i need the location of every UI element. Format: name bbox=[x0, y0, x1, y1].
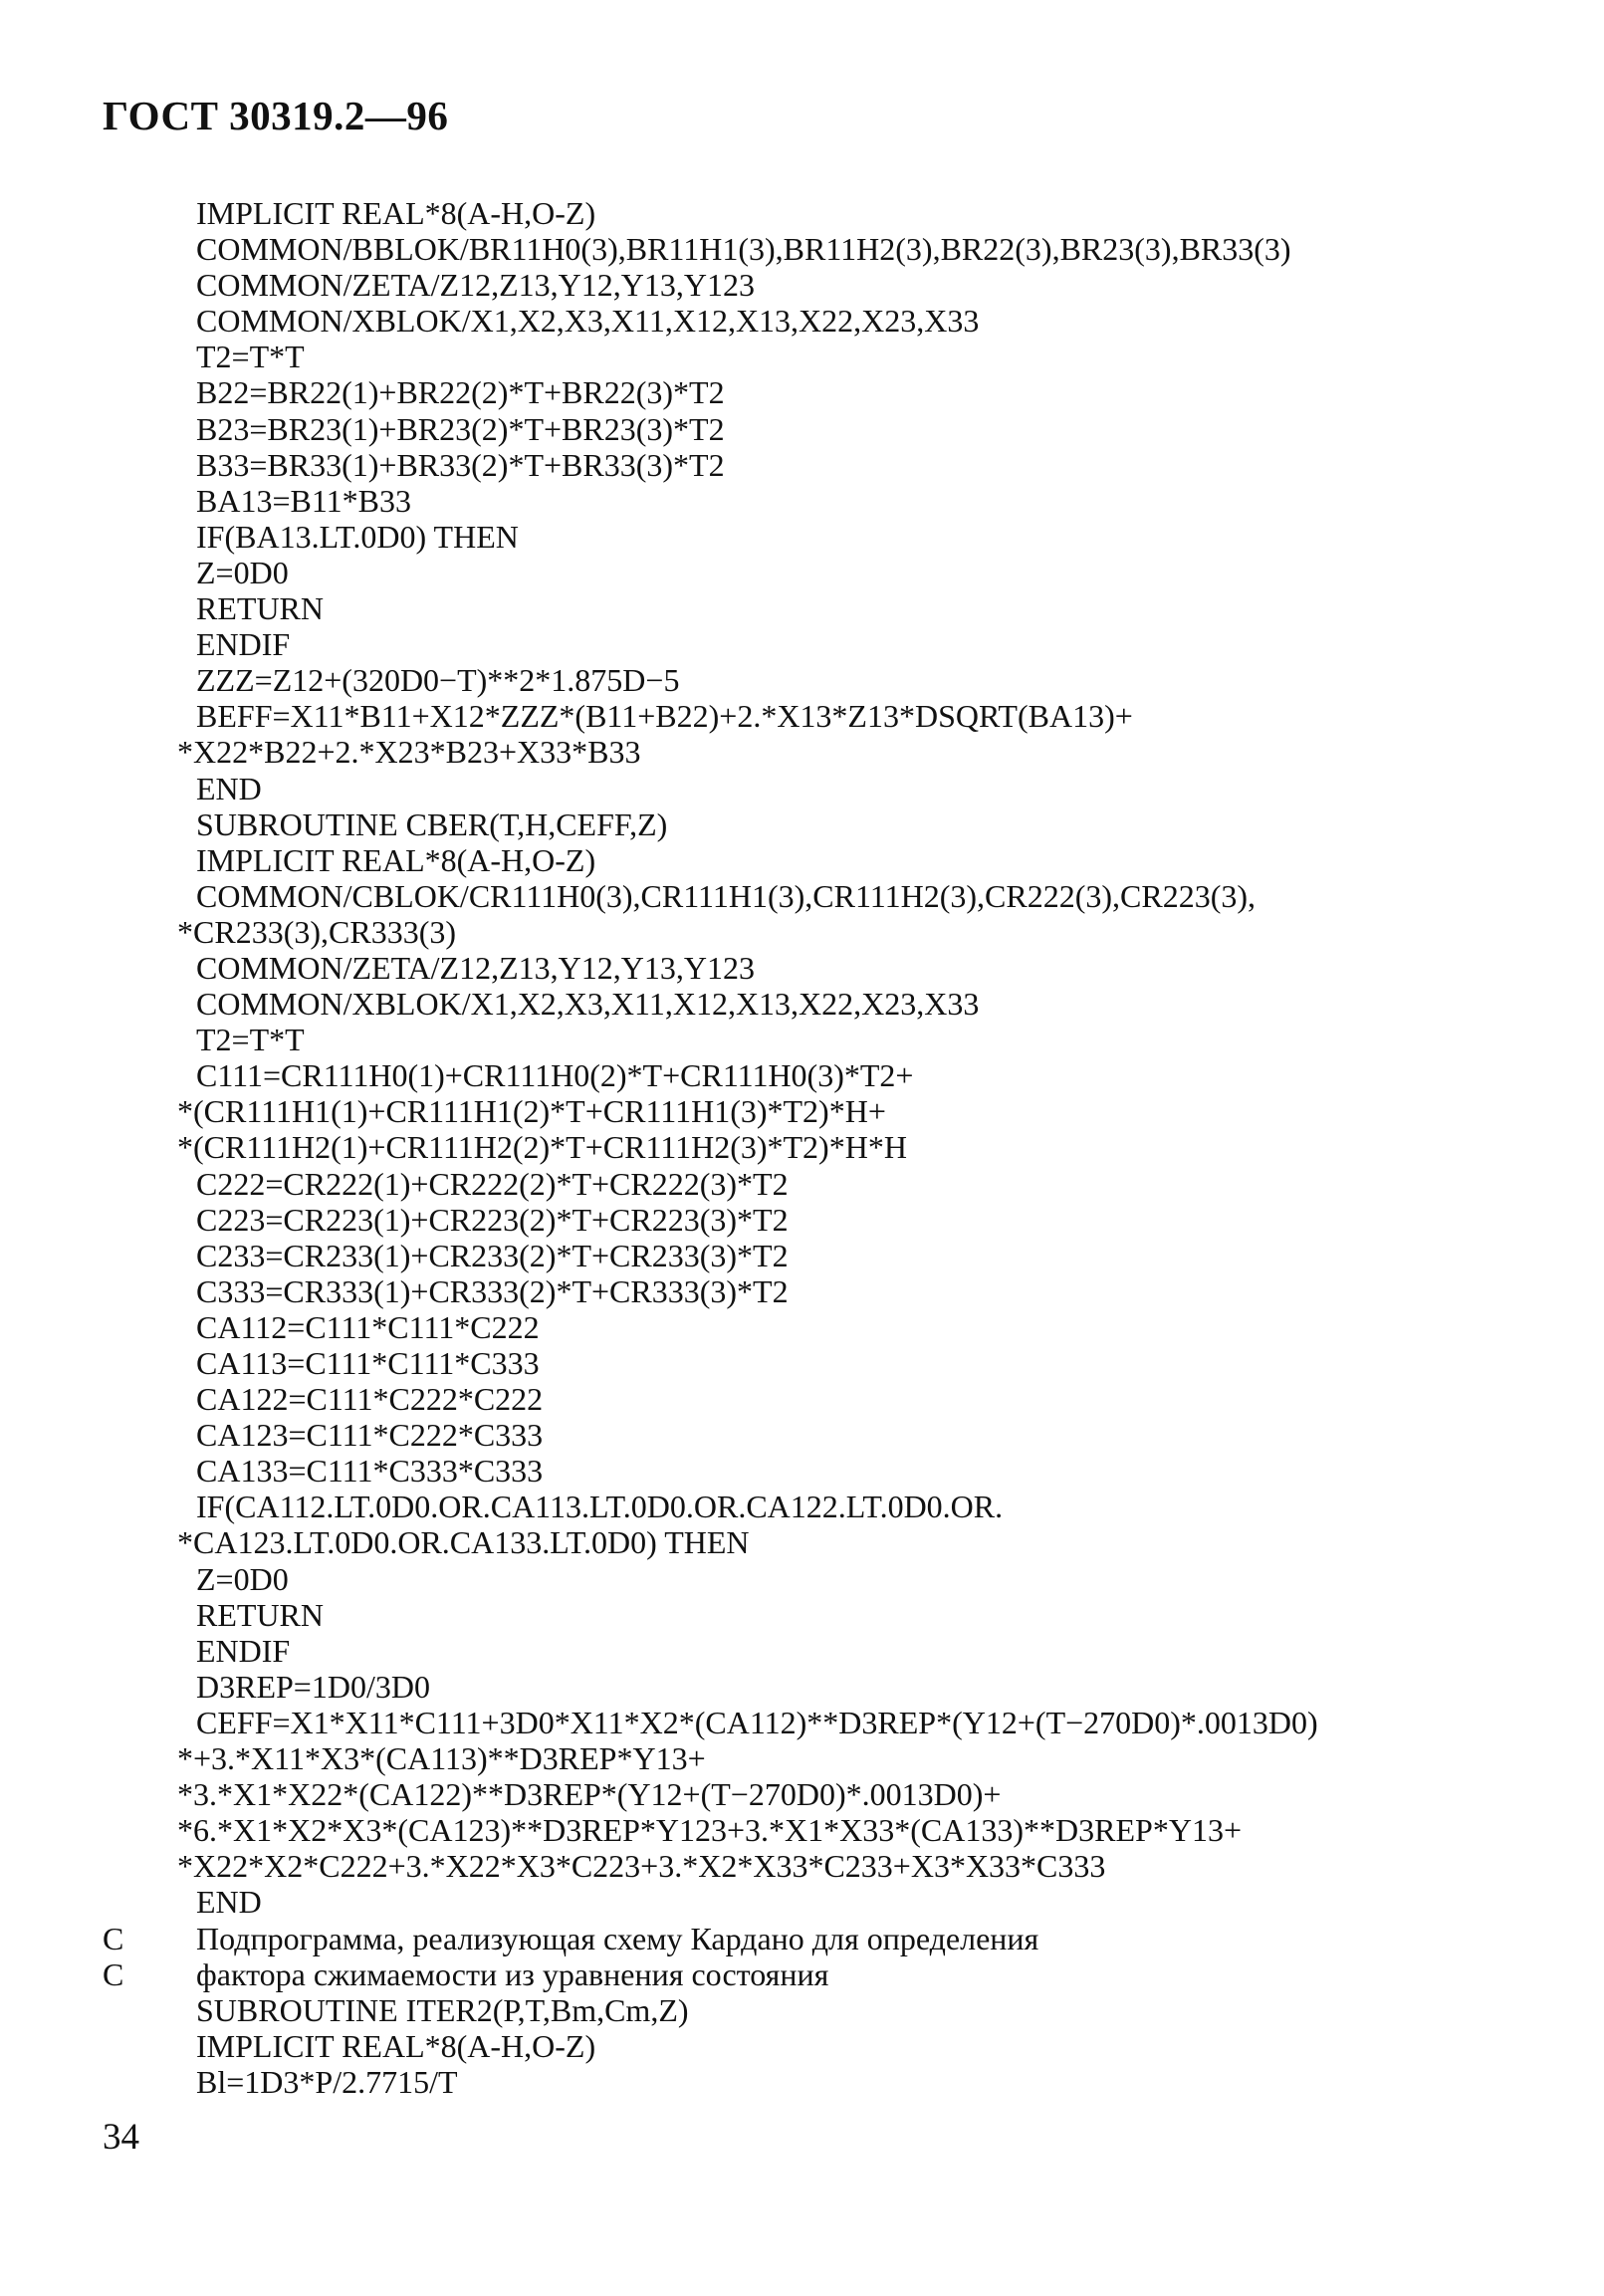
code-line bbox=[0, 1381, 1604, 1417]
code-line bbox=[0, 374, 1604, 410]
continuation-line bbox=[0, 1129, 1604, 1165]
line-text: *(CR111H1(1)+CR111H1(2)*T+CR111H1(3)*T2)*H+ bbox=[177, 1093, 886, 1130]
line-text: C223=CR223(1)+CR223(2)*T+CR223(3)*T2 bbox=[196, 1201, 789, 1238]
code-line bbox=[0, 662, 1604, 698]
line-text: CA113=C111*C111*C333 bbox=[196, 1345, 540, 1381]
code-line bbox=[0, 1273, 1604, 1309]
line-text: фактора сжимаемости из уравнения состояния bbox=[196, 1955, 829, 1992]
line-text: C111=CR111H0(1)+CR111H0(2)*T+CR111H0(3)*T2+ bbox=[196, 1057, 914, 1094]
code-line bbox=[0, 555, 1604, 590]
code-line bbox=[0, 1345, 1604, 1381]
code-line bbox=[0, 806, 1604, 842]
line-text: COMMON/ZETA/Z12,Z13,Y12,Y13,Y123 bbox=[196, 267, 755, 304]
line-text: C333=CR333(1)+CR333(2)*T+CR333(3)*T2 bbox=[196, 1272, 789, 1309]
code-line bbox=[0, 447, 1604, 483]
line-text: BA13=B11*B33 bbox=[196, 482, 411, 519]
line-text: C222=CR222(1)+CR222(2)*T+CR222(3)*T2 bbox=[196, 1165, 789, 1202]
line-text: END bbox=[196, 1884, 262, 1921]
line-text: *CA123.LT.0D0.OR.CA133.LT.0D0) THEN bbox=[177, 1524, 750, 1561]
line-text: *+3.*X11*X3*(CA113)**D3REP*Y13+ bbox=[177, 1740, 706, 1777]
line-text: CA123=C111*C222*C333 bbox=[196, 1417, 544, 1454]
line-text: SUBROUTINE ITER2(P,T,Bm,Cm,Z) bbox=[196, 1991, 689, 2028]
document-header bbox=[103, 93, 449, 138]
line-text: ENDIF bbox=[196, 626, 291, 663]
program-listing bbox=[0, 195, 1604, 2100]
code-line bbox=[0, 1597, 1604, 1633]
code-line bbox=[0, 1884, 1604, 1920]
code-line bbox=[0, 231, 1604, 267]
line-text: CEFF=X1*X11*C111+3D0*X11*X2*(CA112)**D3REP*(Y12+(T−270D0)*.0013D0) bbox=[196, 1704, 1318, 1740]
line-text: END bbox=[196, 770, 262, 806]
line-text: RETURN bbox=[196, 590, 324, 627]
line-text: CA122=C111*C222*C222 bbox=[196, 1381, 544, 1418]
code-line bbox=[0, 986, 1604, 1022]
line-text: CA112=C111*C111*C222 bbox=[196, 1308, 540, 1345]
line-text: B33=BR33(1)+BR33(2)*T+BR33(3)*T2 bbox=[196, 446, 725, 483]
line-text: SUBROUTINE CBER(T,H,CEFF,Z) bbox=[196, 805, 668, 842]
line-text: IF(CA112.LT.0D0.OR.CA113.LT.0D0.OR.CA122.LT.0D0.OR. bbox=[196, 1489, 1004, 1525]
comment-line bbox=[0, 1921, 1604, 1956]
code-line bbox=[0, 1453, 1604, 1489]
code-line bbox=[0, 267, 1604, 303]
line-text: B22=BR22(1)+BR22(2)*T+BR22(3)*T2 bbox=[196, 374, 725, 411]
line-text: Подпрограмма, реализующая схему Кардано для определения bbox=[196, 1920, 1039, 1956]
line-text: *(CR111H2(1)+CR111H2(2)*T+CR111H2(3)*T2)*H*H bbox=[177, 1129, 907, 1166]
code-line bbox=[0, 1669, 1604, 1705]
standard-number: ГОСТ 30319.2—96 bbox=[103, 93, 449, 138]
page-number: 34 bbox=[103, 2117, 139, 2158]
comment-line bbox=[0, 1956, 1604, 1992]
code-line bbox=[0, 519, 1604, 555]
code-line bbox=[0, 1992, 1604, 2028]
line-text: COMMON/ZETA/Z12,Z13,Y12,Y13,Y123 bbox=[196, 949, 755, 986]
line-text: ENDIF bbox=[196, 1632, 291, 1669]
line-text: *X22*B22+2.*X23*B23+X33*B33 bbox=[177, 734, 641, 771]
continuation-line bbox=[0, 1776, 1604, 1812]
line-text: IMPLICIT REAL*8(A-H,O-Z) bbox=[196, 195, 596, 231]
continuation-line bbox=[0, 734, 1604, 770]
line-text: Bl=1D3*P/2.7715/T bbox=[196, 2063, 458, 2100]
code-line bbox=[0, 1022, 1604, 1057]
code-line bbox=[0, 1561, 1604, 1597]
line-text: IMPLICIT REAL*8(A-H,O-Z) bbox=[196, 2027, 596, 2064]
continuation-line bbox=[0, 914, 1604, 950]
line-text: C233=CR233(1)+CR233(2)*T+CR233(3)*T2 bbox=[196, 1237, 789, 1273]
line-text: BEFF=X11*B11+X12*ZZZ*(B11+B22)+2.*X13*Z13*DSQRT(BA13)+ bbox=[196, 698, 1133, 735]
code-line bbox=[0, 483, 1604, 519]
code-line bbox=[0, 878, 1604, 914]
code-line bbox=[0, 950, 1604, 986]
continuation-line bbox=[0, 1524, 1604, 1560]
code-line bbox=[0, 1705, 1604, 1740]
code-line bbox=[0, 339, 1604, 374]
line-text: ZZZ=Z12+(320D0−T)**2*1.875D−5 bbox=[196, 662, 680, 699]
line-text: Z=0D0 bbox=[196, 554, 289, 590]
code-line bbox=[0, 1166, 1604, 1202]
comment-marker: C bbox=[103, 1920, 124, 1956]
code-line bbox=[0, 1633, 1604, 1669]
line-text: *X22*X2*C222+3.*X22*X3*C223+3.*X2*X33*C233+X3*X33*C333 bbox=[177, 1848, 1106, 1885]
continuation-line bbox=[0, 1093, 1604, 1129]
code-line bbox=[0, 1202, 1604, 1238]
line-text: *CR233(3),CR333(3) bbox=[177, 913, 456, 950]
line-text: B23=BR23(1)+BR23(2)*T+BR23(3)*T2 bbox=[196, 410, 725, 447]
code-line bbox=[0, 195, 1604, 231]
line-text: T2=T*T bbox=[196, 339, 305, 375]
line-text: COMMON/CBLOK/CR111H0(3),CR111H1(3),CR111H2(3),CR222(3),CR223(3), bbox=[196, 877, 1257, 914]
line-text: T2=T*T bbox=[196, 1022, 305, 1058]
continuation-line bbox=[0, 1848, 1604, 1884]
code-line bbox=[0, 771, 1604, 806]
line-text: IMPLICIT REAL*8(A-H,O-Z) bbox=[196, 841, 596, 878]
code-line bbox=[0, 411, 1604, 447]
line-text: IF(BA13.LT.0D0) THEN bbox=[196, 518, 519, 555]
code-line bbox=[0, 1417, 1604, 1453]
line-text: D3REP=1D0/3D0 bbox=[196, 1668, 430, 1705]
code-line bbox=[0, 2064, 1604, 2100]
continuation-line bbox=[0, 1740, 1604, 1776]
comment-marker: C bbox=[103, 1955, 124, 1992]
line-text: COMMON/XBLOK/X1,X2,X3,X11,X12,X13,X22,X23,X33 bbox=[196, 303, 980, 340]
code-line bbox=[0, 626, 1604, 662]
line-text: Z=0D0 bbox=[196, 1560, 289, 1597]
line-text: *6.*X1*X2*X3*(CA123)**D3REP*Y123+3.*X1*X33*(CA133)**D3REP*Y13+ bbox=[177, 1812, 1242, 1849]
continuation-line bbox=[0, 1812, 1604, 1848]
line-text: RETURN bbox=[196, 1596, 324, 1633]
line-text: COMMON/XBLOK/X1,X2,X3,X11,X12,X13,X22,X23,X33 bbox=[196, 986, 980, 1023]
line-text: *3.*X1*X22*(CA122)**D3REP*(Y12+(T−270D0)*.0013D0)+ bbox=[177, 1776, 1002, 1813]
code-line bbox=[0, 1309, 1604, 1345]
code-line bbox=[0, 698, 1604, 734]
code-line bbox=[0, 2028, 1604, 2064]
code-line bbox=[0, 303, 1604, 339]
code-line bbox=[0, 1238, 1604, 1273]
line-text: COMMON/BBLOK/BR11H0(3),BR11H1(3),BR11H2(3),BR22(3),BR23(3),BR33(3) bbox=[196, 231, 1291, 268]
code-line bbox=[0, 1057, 1604, 1093]
code-line bbox=[0, 590, 1604, 626]
code-line bbox=[0, 1489, 1604, 1524]
line-text: CA133=C111*C333*C333 bbox=[196, 1453, 544, 1490]
code-line bbox=[0, 842, 1604, 878]
